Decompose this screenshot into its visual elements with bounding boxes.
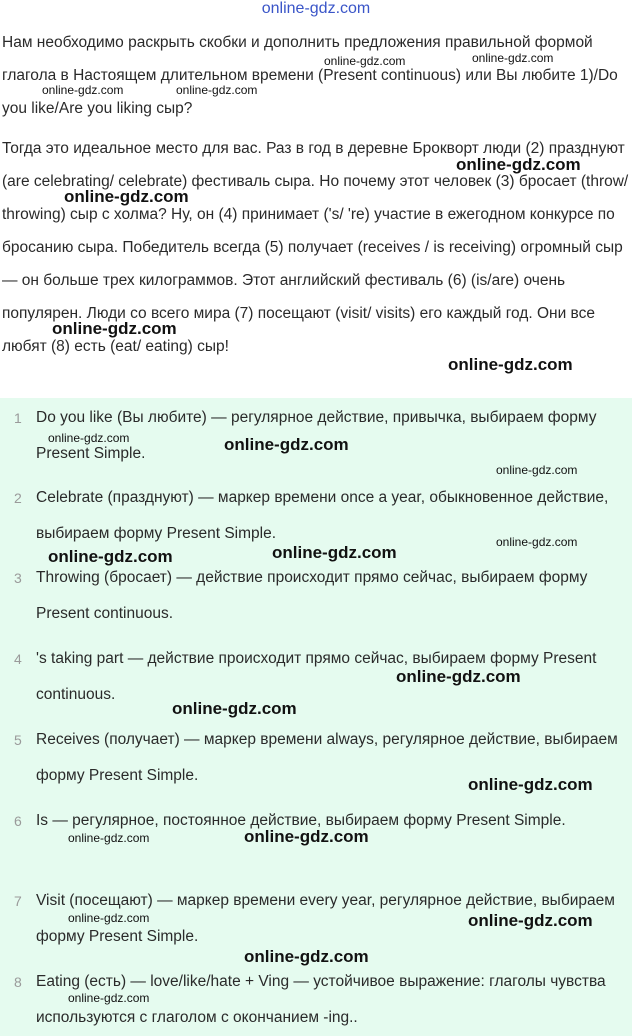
watermark: online-gdz.com: [472, 51, 554, 65]
answer-text: Receives (получает) — маркер времени always, регулярное действие, выбираем форму Present Simple.: [36, 731, 618, 784]
answer-number: 6: [14, 813, 22, 829]
watermark: online-gdz.com: [64, 187, 189, 206]
answer-number: 2: [14, 490, 22, 506]
watermark: online-gdz.com: [48, 431, 130, 445]
watermark: online-gdz.com: [176, 83, 258, 97]
answer-text: Do you like (Вы любите) — регулярное действие, привычка, выбираем форму Present Simple.: [36, 409, 597, 462]
watermark: online-gdz.com: [448, 355, 573, 374]
watermark: online-gdz.com: [42, 83, 124, 97]
answer-number: 7: [14, 893, 22, 909]
answer-number: 3: [14, 570, 22, 586]
watermark: online-gdz.com: [48, 547, 173, 566]
watermark: online-gdz.com: [456, 155, 581, 174]
answer-text: Visit (посещают) — маркер времени every year, регулярное действие, выбираем форму Present Simple.: [36, 892, 615, 945]
answer-number: 4: [14, 651, 22, 667]
answer-text: Is — регулярное, постоянное действие, выбираем форму Present Simple.: [36, 812, 566, 829]
watermark: online-gdz.com: [324, 54, 406, 68]
answers-block: [0, 398, 632, 1036]
task-question: Нам необходимо раскрыть скобки и дополнить предложения правильной формой глагола в Настоящем длительном времени (Present continuous) или Вы любите 1)/Do you like/Are you liking сыр?: [2, 34, 618, 117]
answer-text: 's taking part — действие происходит прямо сейчас, выбираем форму Present continuous.: [36, 650, 597, 703]
watermark: online-gdz.com: [68, 991, 150, 1005]
answer-text: Throwing (бросает) — действие происходит прямо сейчас, выбираем форму Present continuous.: [36, 569, 588, 622]
watermark: online-gdz.com: [244, 947, 369, 966]
answer-number: 8: [14, 974, 22, 990]
task-text: Тогда это идеальное место для вас. Раз в год в деревне Броквoрт люди (2) празднуют (are celebrating/ celebrate) фестиваль сыра. Но почему этот человек (3) бросает (throw/ throwing) сыр с холма? Ну, он (4) принимает ('s/ 're) участие в ежегодном конкурсе по бросанию сыра. Победитель всегда (5) получает (receives / is receiving) огромный сыр — он больше трех килограммов. Этот английский фестиваль (6) (is/are) очень популярен. Люди со всего мира (7) посещают (visit/ visits) его каждый год. Они все любят (8) есть (eat/ eating) сыр!: [2, 140, 629, 355]
watermark: online-gdz.com: [244, 827, 369, 846]
answer-text: Eating (есть) — love/like/hate + Ving — устойчивое выражение: глаголы чувства используются с глаголом с окончанием -ing..: [36, 973, 606, 1026]
watermark: online-gdz.com: [496, 535, 578, 549]
watermark: online-gdz.com: [272, 543, 397, 562]
watermark: online-gdz.com: [52, 319, 177, 338]
watermark: online-gdz.com: [468, 911, 593, 930]
answer-text: Celebrate (празднуют) — маркер времени once a year, обыкновенное действие, выбираем форму Present Simple.: [36, 489, 609, 542]
watermark: online-gdz.com: [396, 667, 521, 686]
watermark: online-gdz.com: [468, 775, 593, 794]
watermark: online-gdz.com: [68, 831, 150, 845]
answer-number: 1: [14, 410, 22, 426]
watermark: online-gdz.com: [224, 435, 349, 454]
watermark: online-gdz.com: [68, 911, 150, 925]
watermark: online-gdz.com: [172, 699, 297, 718]
watermark: online-gdz.com: [496, 463, 578, 477]
site-header[interactable]: online-gdz.com: [261, 0, 371, 17]
answer-number: 5: [14, 732, 22, 748]
